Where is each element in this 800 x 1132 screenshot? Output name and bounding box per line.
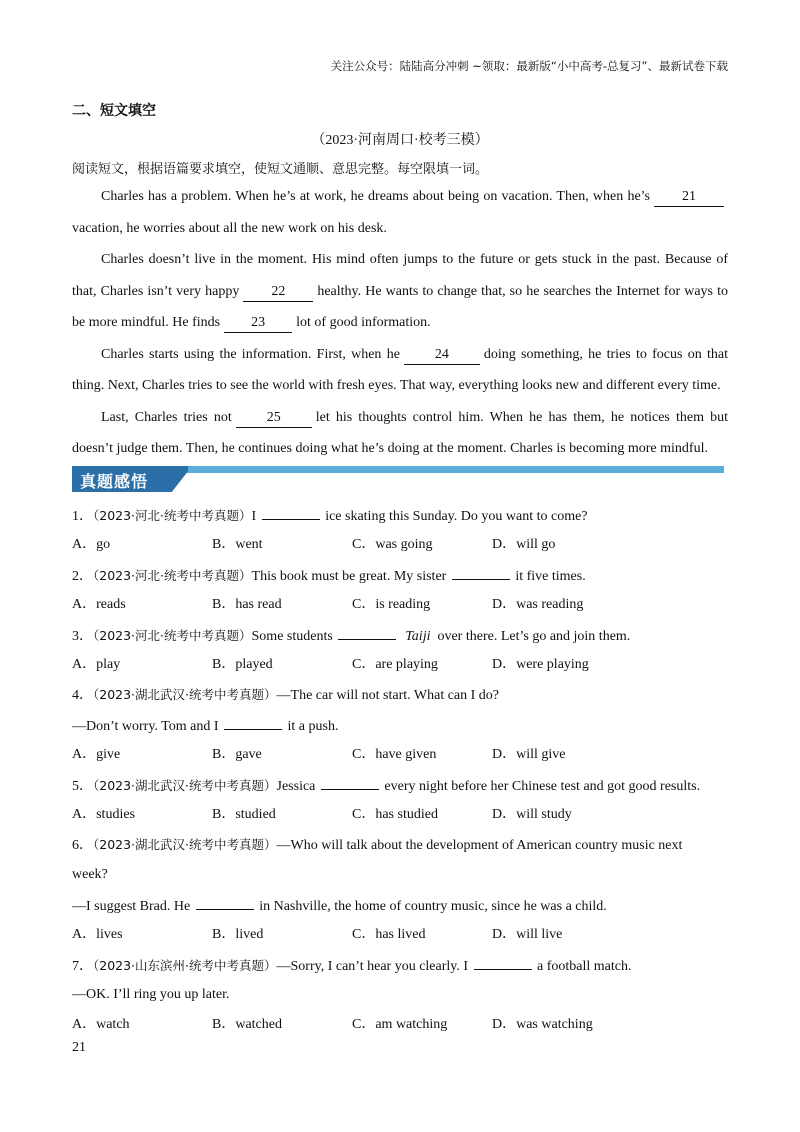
question-number: 4．: [72, 688, 93, 703]
option-c[interactable]: C．are playing: [352, 657, 438, 672]
option-d[interactable]: D．will give: [492, 747, 566, 762]
text: This book must be great. My sister: [251, 569, 447, 584]
option-b[interactable]: B．lived: [212, 927, 264, 942]
page-header: 关注公众号：陆陆高分冲刺 ~领取：最新版“小中高考-总复习”、最新试卷下载: [330, 59, 728, 73]
question-source: （2023·河北·统考中考真题）: [93, 508, 252, 523]
option-a[interactable]: A．give: [72, 747, 121, 762]
option-c[interactable]: C．have given: [352, 747, 437, 762]
text: week?: [72, 867, 108, 882]
text: doing something, he tries to focus on that thing. Next, Charles tries to see the world with fresh eyes. That way, everything looks new and different every time.: [72, 346, 728, 393]
option-a[interactable]: A．watch: [72, 1017, 130, 1032]
question-source: （2023·湖北武汉·统考中考真题）: [93, 687, 277, 702]
section-banner: [72, 466, 728, 492]
option-a[interactable]: A．reads: [72, 597, 126, 612]
blank-23[interactable]: 23: [224, 314, 292, 333]
text: Charles doesn’t live in the moment. His mind often jumps to the future or gets stuck in the past. Because of that, Charles isn’t very happy: [72, 252, 728, 299]
text: Last, Charles tries not: [101, 409, 232, 425]
text: Charles starts using the information. First, when he: [101, 346, 400, 362]
blank-22[interactable]: 22: [243, 283, 313, 302]
question-source: （2023·山东滨州·统考中考真题）: [93, 958, 277, 973]
text: —Don’t worry. Tom and I: [72, 719, 219, 734]
question-6-wrap: [72, 865, 728, 895]
question-4-reply: [72, 715, 728, 745]
question-number: 3．: [72, 629, 93, 644]
text: over there. Let’s go and join them.: [437, 629, 631, 644]
paragraph-3: [72, 339, 728, 402]
text: healthy. He wants to change that, so he searches the Internet for ways to be more mindful. He finds: [72, 283, 728, 330]
question-1-options: [72, 535, 728, 565]
option-c[interactable]: C．was going: [352, 537, 433, 552]
paragraph-4: [72, 402, 728, 465]
question-source: （2023·湖北武汉·统考中考真题）: [93, 778, 277, 793]
option-d[interactable]: D．were playing: [492, 657, 589, 672]
option-c[interactable]: C．has lived: [352, 927, 426, 942]
option-b[interactable]: B．studied: [212, 807, 276, 822]
text: let his thoughts control him. When he has them, he notices them but doesn’t judge them. Then, he continues doing what he’s doing at the moment. Charles is becoming more mindful.: [72, 409, 728, 456]
question-number: 2．: [72, 569, 93, 584]
question-number: 5．: [72, 779, 93, 794]
option-d[interactable]: D．will go: [492, 537, 556, 552]
question-5-options: [72, 805, 728, 835]
question-1-stem: [72, 505, 728, 535]
question-3-stem: [72, 625, 728, 655]
question-2-options: [72, 595, 728, 625]
answer-blank[interactable]: [321, 775, 379, 790]
option-d[interactable]: D．was reading: [492, 597, 584, 612]
option-b[interactable]: B．has read: [212, 597, 282, 612]
option-b[interactable]: B．gave: [212, 747, 262, 762]
section-title: 二、短文填空: [72, 103, 156, 119]
text: it five times.: [515, 569, 586, 584]
question-list: [72, 505, 728, 1045]
option-c[interactable]: C．is reading: [352, 597, 431, 612]
passage-source: （2023·河南周口·校考三模）: [311, 133, 489, 148]
italic-term: Taiji: [405, 629, 431, 644]
instructions: 阅读短文，根据语篇要求填空，使短文通顺、意思完整。每空限填一词。: [72, 162, 489, 177]
question-3-options: [72, 655, 728, 685]
question-7-stem: [72, 955, 728, 985]
option-d[interactable]: D．will study: [492, 807, 572, 822]
answer-blank[interactable]: [474, 955, 532, 970]
question-7-reply: [72, 985, 728, 1015]
text: lot of good information.: [296, 315, 431, 330]
blank-24[interactable]: 24: [404, 346, 480, 365]
blank-25[interactable]: 25: [236, 409, 312, 428]
question-4-stem: [72, 685, 728, 715]
option-d[interactable]: D．was watching: [492, 1017, 593, 1032]
option-a[interactable]: A．lives: [72, 927, 123, 942]
text: —Sorry, I can’t hear you clearly. I: [276, 959, 469, 974]
text: I: [251, 509, 257, 524]
paragraph-2: [72, 244, 728, 339]
question-source: （2023·河北·统考中考真题）: [93, 568, 252, 583]
text: vacation, he worries about all the new work on his desk.: [72, 220, 387, 236]
option-b[interactable]: B．watched: [212, 1017, 282, 1032]
cloze-passage: [72, 181, 728, 465]
question-6-options: [72, 925, 728, 955]
option-b[interactable]: B．went: [212, 537, 263, 552]
paragraph-1: [72, 181, 728, 244]
option-b[interactable]: B．played: [212, 657, 273, 672]
question-source: （2023·湖北武汉·统考中考真题）: [93, 837, 277, 852]
answer-blank[interactable]: [262, 505, 320, 520]
question-4-options: [72, 745, 728, 775]
question-number: 1．: [72, 509, 93, 524]
question-7-options: [72, 1015, 728, 1045]
question-number: 6．: [72, 838, 93, 853]
text: —OK. I’ll ring you up later.: [72, 987, 230, 1002]
question-5-stem: [72, 775, 728, 805]
text: —The car will not start. What can I do?: [276, 688, 500, 703]
option-a[interactable]: A．studies: [72, 807, 135, 822]
question-source: （2023·河北·统考中考真题）: [93, 628, 252, 643]
answer-blank[interactable]: [338, 625, 396, 640]
text: in Nashville, the home of country music, since he was a child.: [259, 899, 607, 914]
text: Jessica: [276, 779, 316, 794]
banner-title: 真题感悟: [80, 472, 149, 491]
option-c[interactable]: C．has studied: [352, 807, 438, 822]
text: it a push.: [287, 719, 339, 734]
question-number: 7．: [72, 959, 93, 974]
question-6-reply: [72, 895, 728, 925]
question-6-stem: [72, 835, 728, 865]
option-a[interactable]: A．play: [72, 657, 121, 672]
option-d[interactable]: D．will live: [492, 927, 563, 942]
page-number: 21: [72, 1040, 86, 1055]
blank-21[interactable]: 21: [654, 188, 724, 207]
option-c[interactable]: C．am watching: [352, 1017, 448, 1032]
text: Some students: [251, 629, 333, 644]
text: every night before her Chinese test and got good results.: [384, 779, 701, 794]
text: Charles has a problem. When he’s at work, he dreams about being on vacation. Then, when he’s: [101, 189, 650, 204]
answer-blank[interactable]: [224, 715, 282, 730]
answer-blank[interactable]: [452, 565, 510, 580]
text: ice skating this Sunday. Do you want to come?: [325, 509, 588, 524]
text: a football match.: [537, 959, 632, 974]
text: —Who will talk about the development of American country music next: [276, 838, 683, 853]
question-2-stem: [72, 565, 728, 595]
option-a[interactable]: A．go: [72, 537, 111, 552]
answer-blank[interactable]: [196, 895, 254, 910]
text: —I suggest Brad. He: [72, 899, 191, 914]
